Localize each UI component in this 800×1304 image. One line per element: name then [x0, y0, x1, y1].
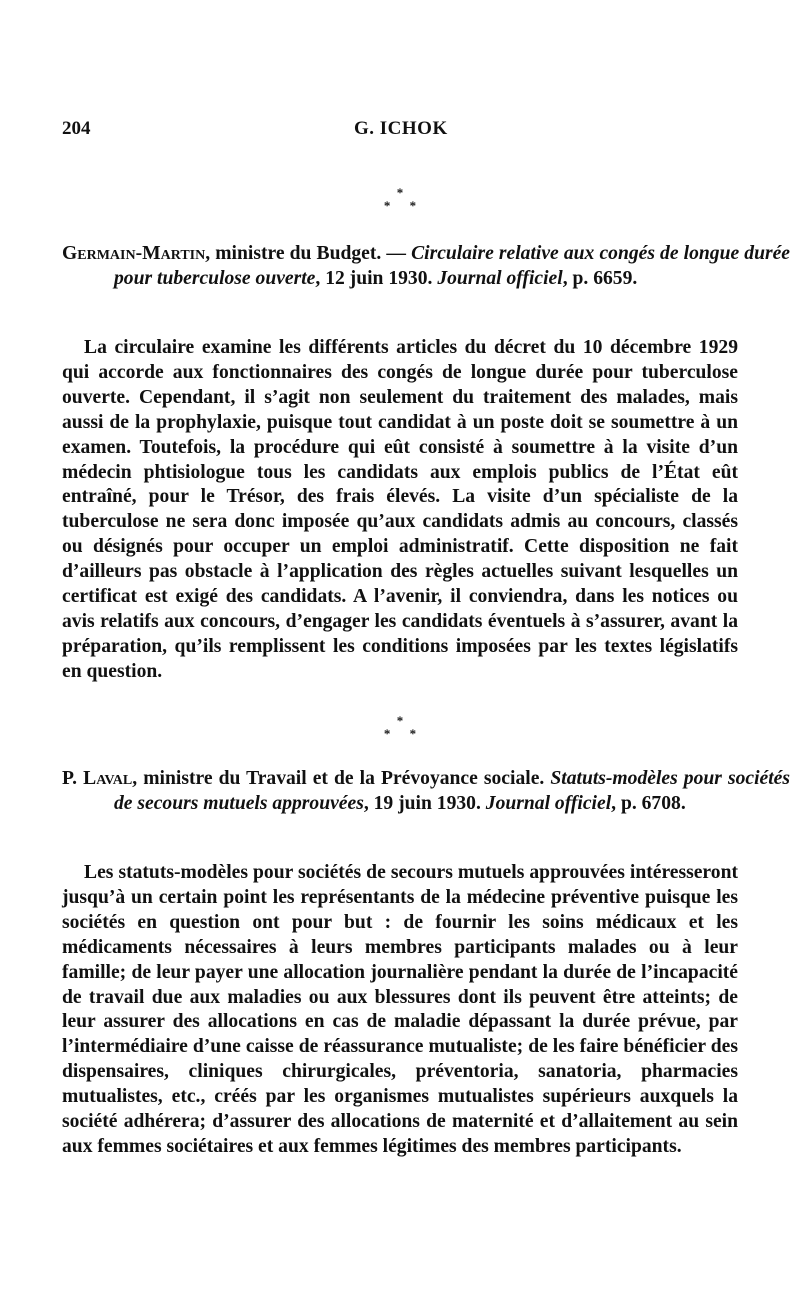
entry-page: , p. 6708.	[611, 793, 686, 814]
section-separator-2	[360, 714, 440, 748]
page-number: 204	[62, 118, 91, 139]
page-header	[62, 118, 738, 148]
entry-author: P. Laval	[62, 768, 133, 789]
bibliographic-entry-1	[62, 241, 790, 291]
entry-role: , ministre du Budget. —	[205, 243, 412, 264]
entry-page: , p. 6659.	[562, 268, 638, 289]
paragraph-statuts-modeles: Les statuts-modèles pour sociétés de secours mutuels approuvées intéresseront jusqu’à un certain point les représentants de la médecine préventive puisque les sociétés en question ont pour but : de fournir les soins médicaux et les médicaments nécessaires à leurs membres participants malades ou à leur famille; de leur payer une allocation journalière pendant la durée de l’incapacité de travail due aux maladies ou aux blessures dont ils peuvent être atteints; de leur assurer des allocations en cas de maladie dépassant la durée prévue, par l’intermédiaire d’une caisse de réassurance mutualiste; de les faire bénéficier des dispensaires, cliniques chirurgicales, préventoria, sanatoria, pharmacies mutualistes, etc., créés par les organismes mutualistes supérieurs auxquels la société adhérera; d’assurer des allocations de maternité et d’allaitement au sein aux femmes sociétaires et aux femmes légitimes des membres participants.	[62, 862, 738, 1157]
entry-date: , 12 juin 1930.	[315, 268, 438, 289]
separator-star-bottom: * *	[383, 198, 425, 213]
entry-author: Germain-Martin	[62, 243, 206, 264]
entry-title: Circulaire relative aux congés de longue durée pour tuberculose ouverte	[114, 243, 790, 289]
bibliographic-entry-2	[62, 766, 790, 816]
entry-title: Statuts-modèles pour sociétés de secours mutuels approuvées	[114, 768, 790, 814]
running-title: G. ICHOK	[354, 118, 448, 139]
entry-journal: Journal officiel	[485, 793, 612, 814]
entry-journal: Journal officiel	[437, 268, 563, 289]
separator-star-top: *	[396, 185, 404, 200]
separator-star-bottom: * *	[383, 726, 425, 741]
entry-date: , 19 juin 1930.	[363, 793, 486, 814]
entry-role: , ministre du Travail et de la Prévoyance sociale.	[132, 768, 551, 789]
section-separator-1	[360, 186, 440, 220]
paragraph-circulaire: La circulaire examine les différents articles du décret du 10 décembre 1929 qui accorde aux fonctionnaires des congés de longue durée pour tuberculose ouverte. Cependant, il s’agit non seulement du traitement des malades, mais aussi de la prophylaxie, puisque tout candidat à un poste doit se soumettre à un examen. Toutefois, la procédure qui eût consisté à soumettre à la visite d’un médecin phtisiologue tous les candidats aux emplois publics de l’État eût entraîné, pour le Trésor, des frais élevés. La visite d’un spécialiste de la tuberculose ne sera donc imposée qu’aux candidats admis au concours, classés ou désignés pour occuper un emploi administratif. Cette disposition ne fait d’ailleurs pas obstacle à l’application des règles actuelles suivant lesquelles un certificat est exigé des candidats. A l’avenir, il conviendra, dans les notices ou avis relatifs aux concours, d’engager les candidats éventuels à s’assurer, avant la préparation, qu’ils remplissent les conditions imposées par les textes législatifs en question.	[62, 337, 738, 682]
separator-star-top: *	[396, 713, 404, 728]
